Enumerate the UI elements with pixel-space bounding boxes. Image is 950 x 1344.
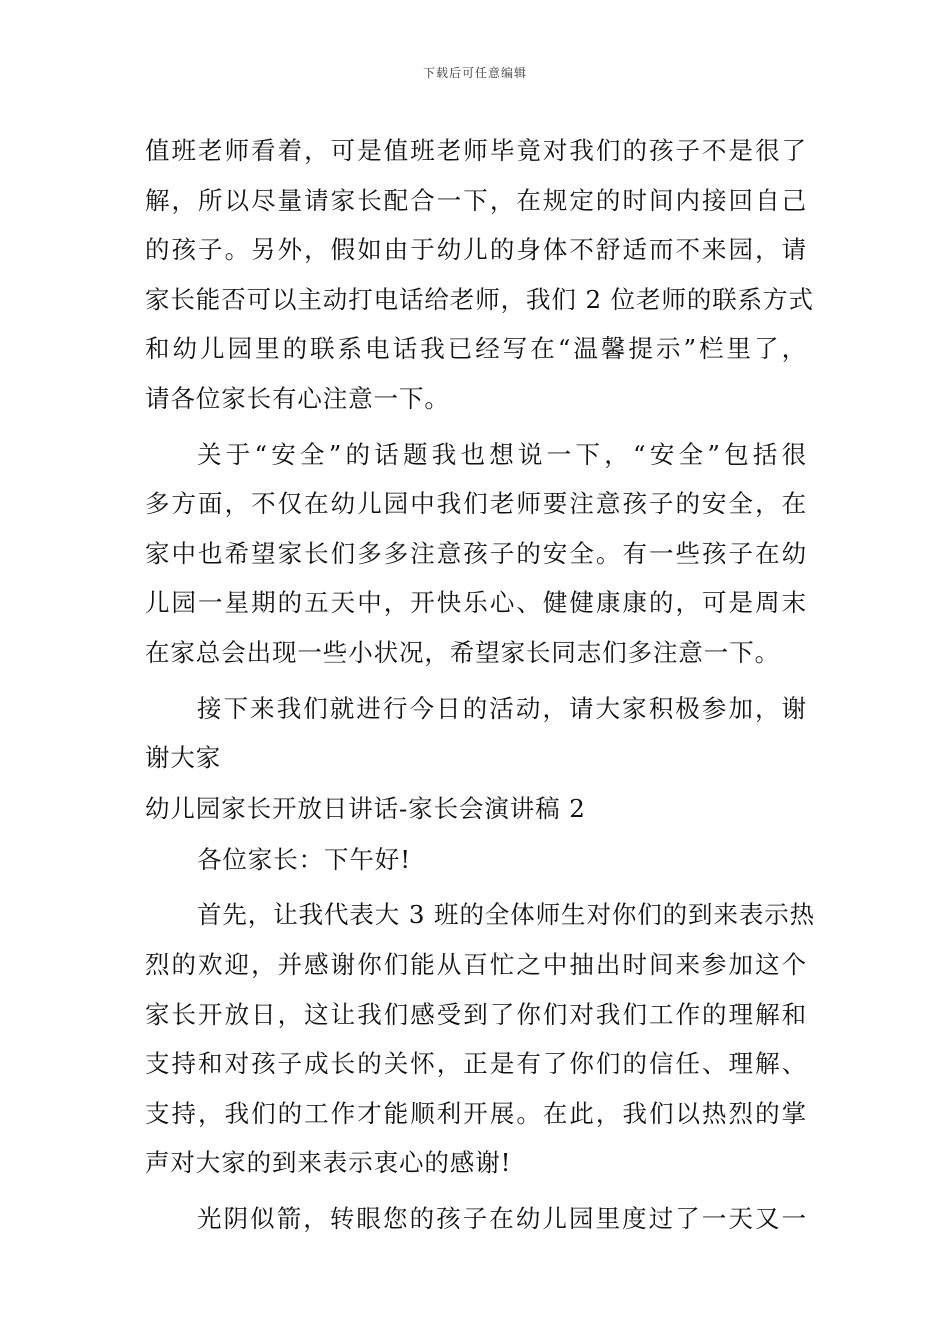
document-body	[145, 126, 816, 1243]
paragraph-line: 各位家长：下午好!	[197, 844, 411, 874]
paragraph-line: 值班老师看着，可是值班老师毕竟对我们的孩子不是很了	[145, 136, 807, 165]
paragraph-line: 和幼儿园里的联系电话我已经写在“温馨提示”栏里了，	[145, 334, 807, 364]
page-header: 下载后可任意编辑	[422, 66, 527, 80]
paragraph-line: 家中也希望家长们多多注意孩子的安全。有一些孩子在幼	[145, 538, 807, 568]
paragraph-line: 接下来我们就进行今日的活动，请大家积极参加，谢	[197, 693, 807, 723]
paragraph-line: 多方面，不仅在幼儿园中我们老师要注意孩子的安全，在	[145, 489, 807, 519]
paragraph-line: 解，所以尽量请家长配合一下，在规定的时间内接回自己	[145, 185, 807, 215]
paragraph-line: 烈的欢迎，并感谢你们能从百忙之中抽出时间来参加这个	[145, 949, 807, 979]
paragraph-line: 谢大家	[145, 743, 222, 773]
paragraph-line: 家长开放日，这让我们感受到了你们对我们工作的理解和	[145, 999, 807, 1029]
paragraph-line: 家长能否可以主动打电话给老师，我们 2 位老师的联系方式	[145, 284, 814, 314]
paragraph-line: 声对大家的到来表示衷心的感谢!	[145, 1148, 512, 1178]
paragraph-line: 支持，我们的工作才能顺利开展。在此，我们以热烈的掌	[145, 1098, 807, 1128]
section-heading: 幼儿园家长开放日讲话-家长会演讲稿 2	[145, 793, 586, 823]
paragraph-line: 儿园一星期的五天中，开快乐心、健健康康的，可是周末	[145, 588, 807, 618]
paragraph-line: 支持和对孩子成长的关怀，正是有了你们的信任、理解、	[145, 1049, 807, 1079]
paragraph-line: 首先，让我代表大 3 班的全体师生对你们的到来表示热	[197, 900, 816, 930]
paragraph-line: 请各位家长有心注意一下。	[145, 383, 450, 413]
paragraph-line: 关于“安全”的话题我也想说一下，“安全”包括很	[197, 439, 807, 469]
paragraph-line: 的孩子。另外，假如由于幼儿的身体不舒适而不来园，请	[145, 235, 807, 265]
paragraph-line: 在家总会出现一些小状况，希望家长同志们多注意一下。	[145, 637, 780, 667]
paragraph-line: 光阴似箭，转眼您的孩子在幼儿园里度过了一天又一	[197, 1203, 807, 1233]
